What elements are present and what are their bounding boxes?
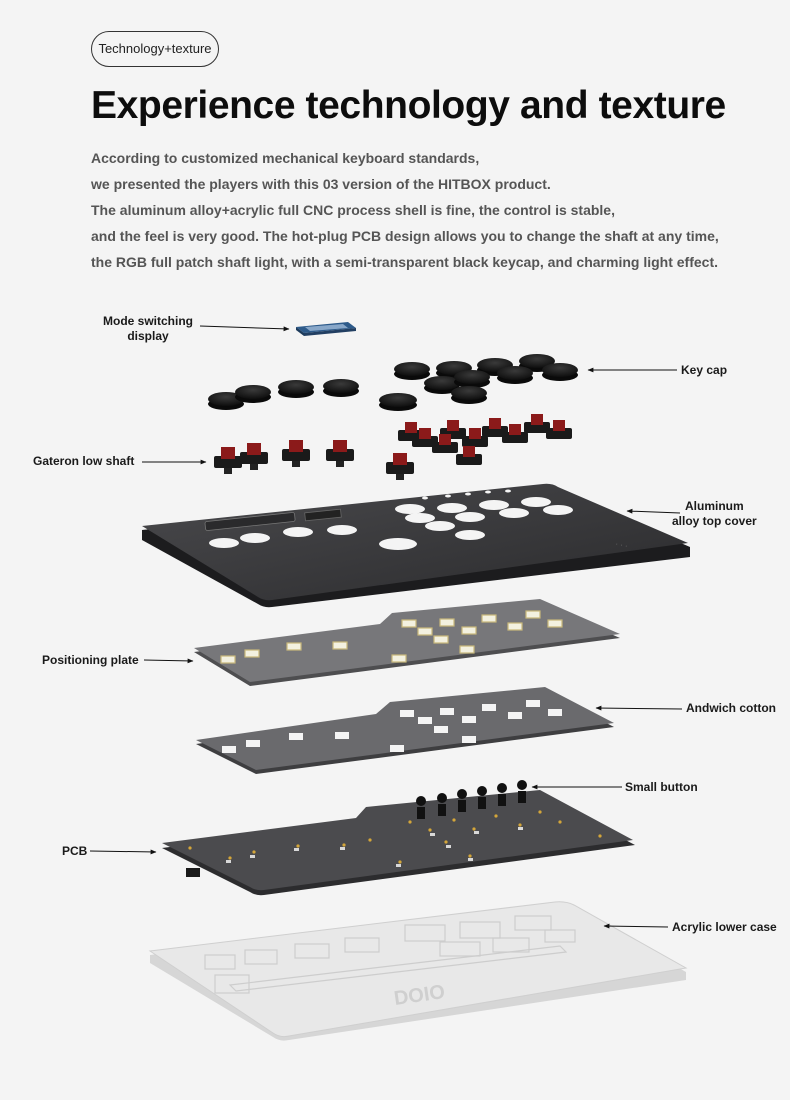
label-aluminum-line2: alloy top cover	[672, 514, 757, 528]
keycap	[542, 363, 578, 381]
label-pcb: PCB	[62, 844, 88, 858]
label-small-button: Small button	[625, 780, 698, 794]
small-button	[477, 786, 487, 809]
label-aluminum	[672, 499, 757, 529]
switch	[456, 446, 482, 465]
display-module	[296, 322, 356, 336]
description-line-3: The aluminum alloy+acrylic full CNC process shell is fine, the control is stable,	[91, 202, 615, 218]
keycap	[323, 379, 359, 397]
switch	[282, 440, 310, 467]
label-gateron: Gateron low shaft	[33, 454, 135, 468]
switch	[546, 420, 572, 439]
top-cover	[142, 484, 690, 607]
switch	[326, 440, 354, 467]
page-title: Experience technology and texture	[91, 84, 726, 127]
description-line-5: the RGB full patch shaft light, with a semi-transparent black keycap, and charming light effect.	[91, 254, 719, 270]
label-andwich-cotton: Andwich cotton	[686, 701, 776, 715]
description-line-1: According to customized mechanical keyboard standards,	[91, 150, 480, 166]
keycap	[454, 370, 490, 388]
small-button	[437, 793, 447, 816]
label-key-cap: Key cap	[681, 363, 728, 377]
acrylic-case	[150, 902, 686, 1041]
label-mode-display-line2: display	[127, 329, 169, 343]
positioning-plate	[194, 599, 620, 686]
label-positioning-plate: Positioning plate	[42, 653, 139, 667]
small-button	[457, 789, 467, 812]
exploded-view-diagram	[0, 290, 790, 1100]
small-button	[497, 783, 507, 806]
sandwich-cotton	[196, 687, 614, 774]
keycaps	[208, 354, 578, 411]
description	[91, 145, 771, 275]
keycap	[278, 380, 314, 398]
svg-text:· · ·: · · ·	[614, 539, 629, 551]
svg-text:DOIO: DOIO	[392, 981, 447, 1010]
description-line-2: we presented the players with this 03 version of the HITBOX product.	[91, 176, 551, 192]
section-tag: Technology+texture	[91, 31, 219, 67]
keycap	[394, 362, 430, 380]
pcb-board	[162, 780, 635, 895]
keycap	[235, 385, 271, 403]
label-mode-display	[103, 314, 193, 344]
switch	[214, 447, 242, 474]
switches	[214, 414, 572, 480]
label-acrylic: Acrylic lower case	[672, 920, 777, 934]
label-mode-display-line1: Mode switching	[103, 314, 193, 328]
description-line-4: and the feel is very good. The hot-plug PCB design allows you to change the shaft at any time,	[91, 228, 719, 244]
small-button	[416, 796, 426, 819]
switch	[240, 443, 268, 470]
keycap	[379, 393, 417, 411]
small-button	[517, 780, 527, 803]
keycap	[451, 386, 487, 404]
label-aluminum-line1: Aluminum	[685, 499, 744, 513]
keycap	[497, 366, 533, 384]
switch	[386, 453, 414, 480]
